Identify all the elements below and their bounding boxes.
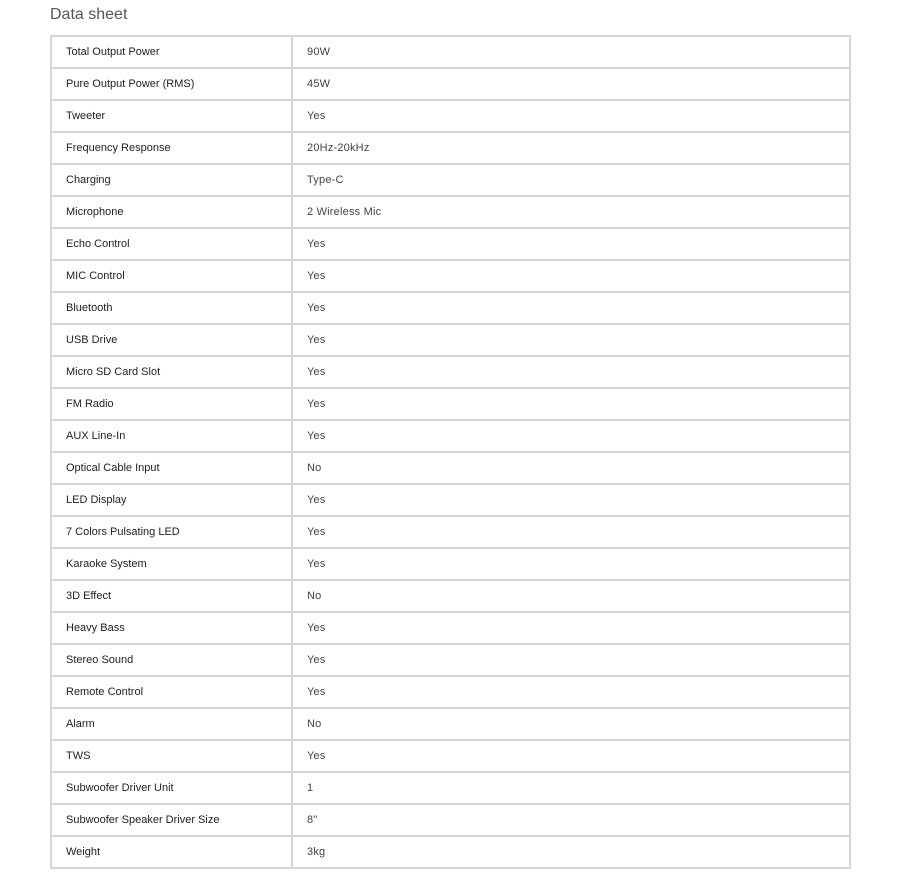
- spec-value: 1: [292, 772, 850, 804]
- table-row: [51, 324, 850, 356]
- table-row: [51, 676, 850, 708]
- table-row: [51, 388, 850, 420]
- spec-label: AUX Line-In: [51, 420, 292, 452]
- spec-label: Heavy Bass: [51, 612, 292, 644]
- table-row: [51, 260, 850, 292]
- spec-label: FM Radio: [51, 388, 292, 420]
- table-row: [51, 68, 850, 100]
- spec-label: Charging: [51, 164, 292, 196]
- spec-value: 2 Wireless Mic: [292, 196, 850, 228]
- spec-value: Yes: [292, 612, 850, 644]
- table-row: [51, 484, 850, 516]
- table-row: [51, 836, 850, 868]
- spec-value: Yes: [292, 484, 850, 516]
- spec-label: 3D Effect: [51, 580, 292, 612]
- spec-value: Yes: [292, 644, 850, 676]
- spec-value: Yes: [292, 516, 850, 548]
- spec-value: Yes: [292, 100, 850, 132]
- spec-label: Bluetooth: [51, 292, 292, 324]
- table-row: [51, 548, 850, 580]
- table-row: [51, 612, 850, 644]
- table-row: [51, 644, 850, 676]
- table-row: [51, 100, 850, 132]
- table-row: [51, 452, 850, 484]
- table-row: [51, 420, 850, 452]
- spec-value: 8": [292, 804, 850, 836]
- spec-value: Yes: [292, 228, 850, 260]
- spec-value: Type-C: [292, 164, 850, 196]
- table-row: [51, 580, 850, 612]
- spec-label: Subwoofer Speaker Driver Size: [51, 804, 292, 836]
- spec-value: Yes: [292, 356, 850, 388]
- table-row: [51, 740, 850, 772]
- spec-value: 20Hz-20kHz: [292, 132, 850, 164]
- spec-value: 3kg: [292, 836, 850, 868]
- table-row: [51, 132, 850, 164]
- spec-value: Yes: [292, 676, 850, 708]
- spec-value: 90W: [292, 36, 850, 68]
- spec-value: No: [292, 708, 850, 740]
- spec-label: Optical Cable Input: [51, 452, 292, 484]
- table-row: [51, 196, 850, 228]
- spec-value: Yes: [292, 420, 850, 452]
- table-row: [51, 516, 850, 548]
- spec-value: No: [292, 452, 850, 484]
- spec-label: 7 Colors Pulsating LED: [51, 516, 292, 548]
- section-title: Data sheet: [50, 6, 128, 23]
- spec-value: Yes: [292, 740, 850, 772]
- data-sheet-body: [51, 36, 850, 868]
- spec-label: Tweeter: [51, 100, 292, 132]
- spec-value: Yes: [292, 324, 850, 356]
- spec-value: Yes: [292, 548, 850, 580]
- spec-label: MIC Control: [51, 260, 292, 292]
- data-sheet-table: [50, 35, 851, 869]
- spec-label: Alarm: [51, 708, 292, 740]
- table-row: [51, 804, 850, 836]
- spec-label: Subwoofer Driver Unit: [51, 772, 292, 804]
- spec-label: Micro SD Card Slot: [51, 356, 292, 388]
- spec-label: Weight: [51, 836, 292, 868]
- spec-label: Remote Control: [51, 676, 292, 708]
- spec-label: Microphone: [51, 196, 292, 228]
- table-row: [51, 228, 850, 260]
- table-row: [51, 164, 850, 196]
- spec-label: Frequency Response: [51, 132, 292, 164]
- spec-value: 45W: [292, 68, 850, 100]
- spec-value: No: [292, 580, 850, 612]
- spec-value: Yes: [292, 260, 850, 292]
- spec-label: Pure Output Power (RMS): [51, 68, 292, 100]
- spec-value: Yes: [292, 388, 850, 420]
- table-row: [51, 708, 850, 740]
- spec-label: Stereo Sound: [51, 644, 292, 676]
- spec-label: Total Output Power: [51, 36, 292, 68]
- table-row: [51, 356, 850, 388]
- table-row: [51, 292, 850, 324]
- spec-label: Echo Control: [51, 228, 292, 260]
- table-row: [51, 772, 850, 804]
- spec-label: LED Display: [51, 484, 292, 516]
- spec-value: Yes: [292, 292, 850, 324]
- spec-label: TWS: [51, 740, 292, 772]
- spec-label: Karaoke System: [51, 548, 292, 580]
- table-row: [51, 36, 850, 68]
- spec-label: USB Drive: [51, 324, 292, 356]
